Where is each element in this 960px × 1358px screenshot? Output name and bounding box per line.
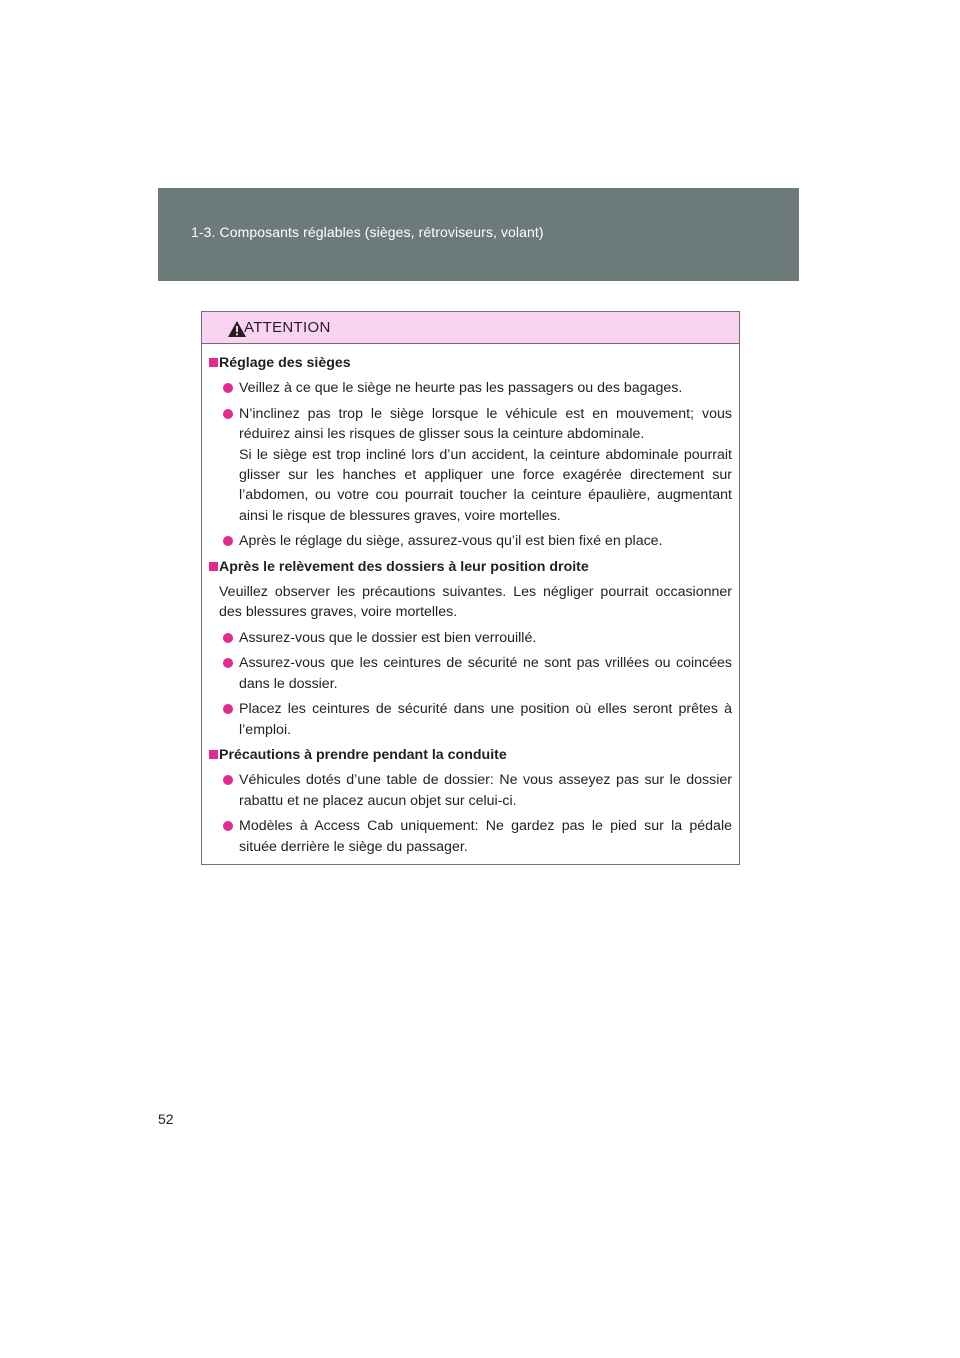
caution-body (202, 344, 739, 857)
section-heading: Réglage des sièges (209, 353, 732, 373)
section-heading: Précautions à prendre pendant la conduite (209, 745, 732, 765)
section-intro: Veuillez observer les précautions suivantes. Les négliger pourrait occasionner des blessures graves, voire mortelles. (219, 584, 732, 621)
list-item: Véhicules dotés d’une table de dossier: Ne vous asseyez pas sur le dossier rabattu et ne placez aucun objet sur celui-ci. (223, 770, 732, 811)
section-header-band (158, 188, 799, 281)
square-bullet-icon (209, 562, 218, 571)
caution-header (202, 312, 739, 344)
list-item: N’inclinez pas trop le siège lorsque le véhicule est en mouvement; vous réduirez ainsi les risques de glisser sous la ceinture abdominale. Si le siège est trop incliné lors d’un accident, la ceinture abdominale pourrait glisser sur les hanches et appliquer une force exagérée directement sur l’abdomen, ou votre cou pourrait toucher la ceinture épaulière, augmentant ainsi le risque de blessures graves, voire mortelles. (223, 404, 732, 526)
list-item: Assurez-vous que le dossier est bien verrouillé. (223, 628, 732, 648)
round-bullet-icon (223, 821, 233, 831)
section-seat-adjustment (209, 353, 732, 552)
round-bullet-icon (223, 633, 233, 643)
round-bullet-icon (223, 536, 233, 546)
section-driving-precautions (209, 745, 732, 857)
section-heading: Après le relèvement des dossiers à leur position droite (209, 557, 732, 577)
list-item: Assurez-vous que les ceintures de sécurité ne sont pas vrillées ou coincées dans le dossier. (223, 653, 732, 694)
square-bullet-icon (209, 750, 218, 759)
round-bullet-icon (223, 658, 233, 668)
list-item: Placez les ceintures de sécurité dans une position où elles seront prêtes à l’emploi. (223, 699, 732, 740)
page-number: 52 (158, 1111, 174, 1127)
round-bullet-icon (223, 383, 233, 393)
round-bullet-icon (223, 704, 233, 714)
round-bullet-icon (223, 409, 233, 419)
section-backrest-upright (209, 557, 732, 740)
square-bullet-icon (209, 358, 218, 367)
list-item: Veillez à ce que le siège ne heurte pas les passagers ou des bagages. (223, 378, 732, 398)
round-bullet-icon (223, 775, 233, 785)
caution-title: ATTENTION (244, 319, 331, 336)
list-item: Après le réglage du siège, assurez-vous qu’il est bien fixé en place. (223, 531, 732, 551)
section-title: 1-3. Composants réglables (sièges, rétroviseurs, volant) (191, 224, 544, 240)
caution-box (201, 311, 740, 865)
list-item: Modèles à Access Cab uniquement: Ne gardez pas le pied sur la pédale située derrière le siège du passager. (223, 816, 732, 857)
